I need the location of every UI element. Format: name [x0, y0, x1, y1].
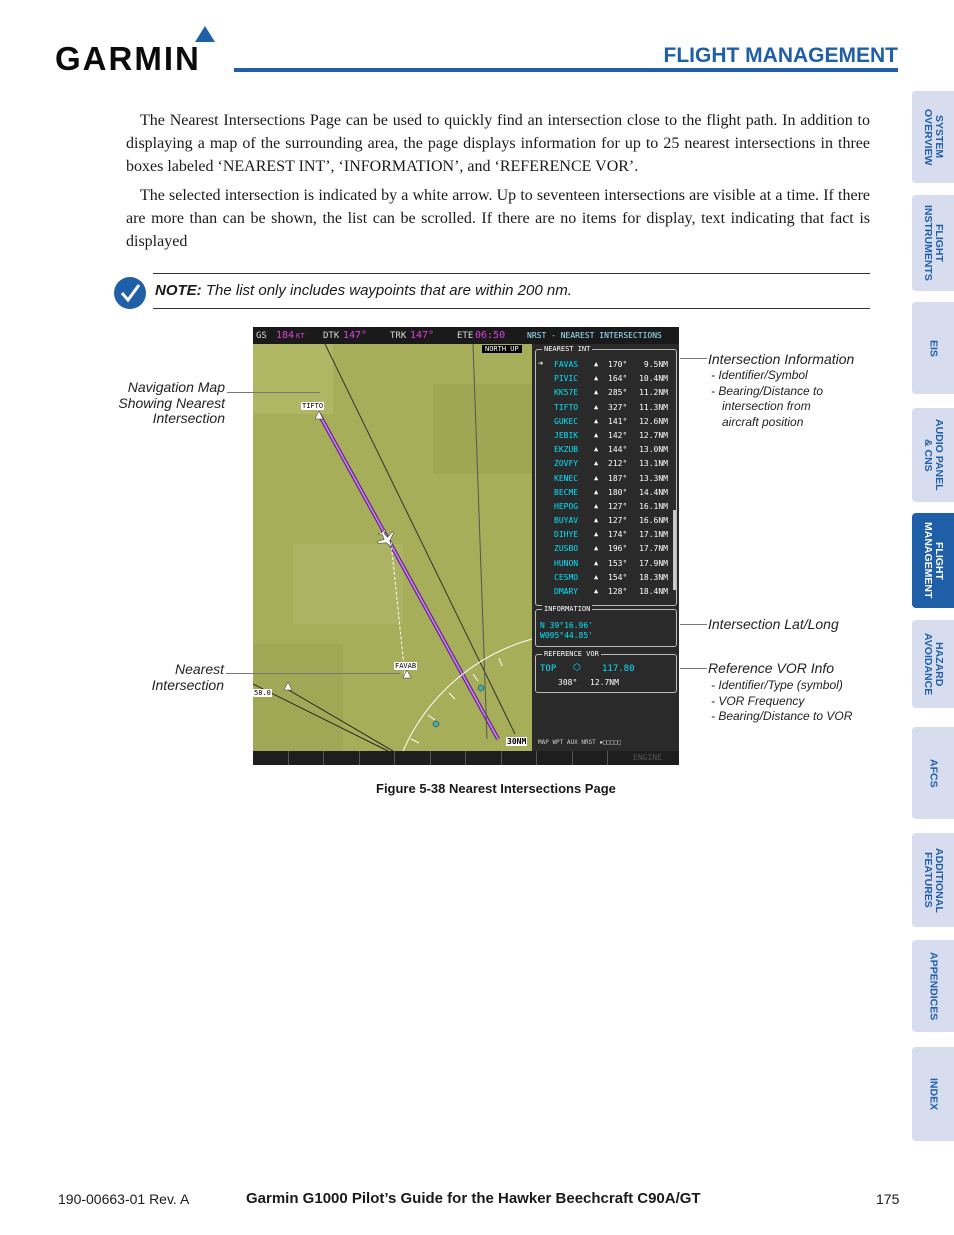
tab-label: HAZARD AVOIDANCE [922, 632, 945, 696]
intersection-symbol-icon: ▲ [594, 445, 599, 454]
note-label: NOTE: [155, 282, 202, 299]
intersection-bearing: 153° [608, 558, 628, 568]
tab-flight-management[interactable] [912, 513, 954, 608]
nav-status-bar [253, 327, 679, 344]
intersection-row[interactable] [538, 486, 674, 500]
paragraph-intro: The Nearest Intersections Page can be used to quickly find an intersection close to the flight path. In addition to displaying a map of the surrounding area, the page displays information for up to 25 nearest intersections in three boxes labeled ‘NEAREST INT’, ‘INFORMATION’, and ‘REFERENCE VOR’. [126, 112, 870, 175]
page-group-label: MAP WPT AUX NRST [538, 739, 596, 746]
vor-distance: 12.7NM [590, 678, 619, 687]
intersection-id: GUKEC [554, 416, 579, 426]
tab-eis[interactable] [912, 302, 954, 394]
intersection-bearing: 180° [608, 487, 628, 497]
header-rule [234, 68, 898, 72]
map-label-tifto: TIFTO [302, 402, 324, 410]
intersection-bearing: 285° [608, 388, 628, 398]
gs-label: GS [256, 331, 267, 341]
intersection-distance: 18.4NM [639, 587, 668, 596]
intersection-id: HUNON [554, 558, 579, 568]
intersection-bearing: 144° [608, 445, 628, 455]
intersection-bearing: 127° [608, 501, 628, 511]
callout-vor-info-sub [711, 678, 852, 725]
intersection-row[interactable] [538, 571, 674, 585]
tab-audio-panel-cns[interactable] [912, 408, 954, 502]
intersection-id: ZOVFY [554, 459, 579, 469]
intersection-row[interactable] [538, 443, 674, 457]
callout-int-info: Intersection Information [708, 351, 855, 367]
vor-info-sub-2: - VOR Frequency [711, 693, 805, 708]
lat-value: N 39°16.96' [540, 621, 593, 630]
doc-title: Garmin G1000 Pilot’s Guide for the Hawker Beechcraft C90A/GT [246, 1190, 701, 1207]
softkey-engine[interactable]: ENGINE [633, 753, 662, 762]
intersection-symbol-icon: ▲ [594, 360, 599, 368]
callout-nav-map: Navigation Map Showing Nearest Intersection [118, 379, 225, 426]
intersection-row[interactable] [538, 415, 674, 429]
note-text: The list only includes waypoints that are within 200 nm. [205, 282, 572, 299]
trk-value: 147° [410, 330, 435, 341]
tab-system-overview[interactable] [912, 91, 954, 183]
intersection-distance: 17.1NM [639, 530, 668, 540]
figure-caption: Figure 5-38 Nearest Intersections Page [376, 781, 616, 796]
intersection-distance: 12.6NM [639, 416, 668, 426]
intersection-row[interactable] [538, 542, 674, 556]
intersection-symbol-icon: ▲ [594, 501, 599, 510]
intersection-row[interactable] [538, 372, 674, 386]
intersection-row[interactable] [538, 401, 674, 415]
intersection-symbol-icon: ▲ [594, 473, 599, 482]
vor-symbol-icon: ⬡ [573, 663, 581, 673]
tab-label: AFCS [927, 758, 940, 788]
dtk-value: 147° [343, 330, 368, 341]
doc-number: 190-00663-01 Rev. A [58, 1191, 190, 1207]
intersection-distance: 12.7NM [639, 430, 668, 440]
intersection-id: BUYAV [554, 516, 579, 526]
intersection-distance: 13.1NM [639, 459, 668, 469]
intersection-bearing: 170° [608, 360, 628, 369]
intersection-row[interactable] [538, 585, 674, 599]
page-group: MAP WPT AUX NRST ▪□□□□□ [538, 739, 622, 746]
int-info-sub-1: - Identifier/Symbol [711, 368, 808, 382]
intersection-bearing: 128° [608, 587, 628, 596]
vor-info-sub-3: - Bearing/Distance to VOR [711, 709, 853, 723]
intersection-id: CESMO [554, 572, 579, 582]
intersection-symbol-icon: ▲ [594, 516, 599, 525]
intersection-bearing: 127° [608, 516, 628, 526]
intersection-bearing: 142° [608, 430, 628, 440]
callout-int-info-sub [711, 368, 823, 430]
tab-appendices[interactable] [912, 940, 954, 1032]
tab-label: APPENDICES [927, 951, 940, 1021]
ref-vor-title: REFERENCE VOR [544, 650, 599, 658]
intersection-symbol-icon: ▲ [594, 572, 599, 581]
tab-flight-instruments[interactable] [912, 195, 954, 291]
tab-additional-features[interactable] [912, 833, 954, 927]
intersection-distance: 11.2NM [639, 388, 668, 398]
intersection-distance: 14.4NM [639, 487, 668, 497]
intersection-id: JEBIK [554, 430, 579, 440]
intersection-row[interactable] [538, 500, 674, 514]
note-divider-bottom [153, 308, 870, 309]
map-orientation: NORTH UP [482, 345, 522, 353]
map-label-edge: 58.0 [254, 689, 271, 697]
softkey-bar [253, 751, 679, 765]
paragraph-selection: The selected intersection is indicated by a white arrow. Up to seventeen intersections are visible at a time. If there are more than can be shown, the list can be scrolled. If there are no items for display, text indicating that fact is displayed [126, 187, 870, 250]
intersection-symbol-icon: ▲ [594, 388, 599, 397]
intersection-row[interactable] [538, 557, 674, 571]
intersection-id: EKZUB [554, 445, 579, 455]
list-scrollbar[interactable] [673, 510, 676, 590]
section-title: FLIGHT MANAGEMENT [663, 44, 898, 67]
page-title: NRST - NEAREST INTERSECTIONS [527, 331, 662, 340]
tab-label: FLIGHT INSTRUMENTS [922, 205, 945, 281]
lon-value: W095°44.85' [540, 631, 593, 640]
intersection-row[interactable] [538, 386, 674, 400]
intersection-id: PIVIC [554, 374, 579, 384]
intersection-distance: 13.3NM [639, 473, 668, 483]
intersection-id: DIHYE [554, 530, 579, 540]
intersection-distance: 17.9NM [639, 558, 668, 568]
tab-index[interactable] [912, 1047, 954, 1141]
garmin-logo-text: GARMIN [55, 40, 201, 77]
intersection-symbol-icon: ▲ [594, 402, 599, 411]
vor-freq: 117.80 [602, 664, 635, 674]
tab-afcs[interactable] [912, 727, 954, 819]
intersection-row[interactable] [538, 429, 674, 443]
nearest-int-box [535, 345, 677, 606]
vor-id: TOP [540, 664, 557, 674]
intersection-bearing: 141° [608, 416, 628, 426]
intersection-distance: 11.3NM [639, 402, 668, 412]
trk-label: TRK [390, 331, 407, 341]
intersection-distance: 16.6NM [639, 516, 668, 526]
tab-label: ADDITIONAL FEATURES [922, 847, 945, 913]
intersection-distance: 9.5NM [643, 360, 668, 369]
intersection-distance: 13.0NM [639, 445, 668, 455]
intersection-id: HEPOG [554, 501, 579, 511]
intersection-bearing: 212° [608, 459, 628, 469]
vor-info-sub-1: - Identifier/Type (symbol) [711, 678, 843, 692]
tab-hazard-avoidance[interactable] [912, 620, 954, 708]
tab-label: AUDIO PANEL & CNS [922, 419, 945, 491]
intersection-distance: 17.7NM [639, 544, 668, 554]
intersection-bearing: 174° [608, 530, 628, 540]
nearest-int-title: NEAREST INT [544, 345, 591, 353]
intersection-distance: 16.1NM [639, 501, 668, 511]
gs-unit: KT [296, 332, 305, 340]
intersection-id: FAVAS [554, 360, 579, 369]
nearest-panel [532, 344, 679, 751]
vor-bearing: 308° [558, 678, 578, 687]
intersection-distance: 10.4NM [639, 374, 668, 384]
intersection-row[interactable] [538, 514, 674, 528]
tab-label: INDEX [927, 1077, 940, 1111]
intersection-symbol-icon: ▲ [594, 587, 599, 595]
intersection-symbol-icon: ▲ [594, 416, 599, 425]
ete-label: ETE [457, 331, 474, 341]
intersection-symbol-icon: ▲ [594, 487, 599, 496]
tab-label: EIS [927, 339, 940, 357]
intersection-id: KK57E [554, 388, 579, 398]
intersection-row[interactable] [538, 528, 674, 542]
gs-value: 184 [276, 330, 295, 341]
intersection-row[interactable] [538, 457, 674, 471]
intersection-id: KENEC [554, 473, 579, 483]
intersection-symbol-icon: ▲ [594, 459, 599, 468]
callout-nearest-int: Nearest Intersection [151, 661, 224, 693]
intersection-distance: 18.3NM [639, 572, 668, 582]
page-number: 175 [876, 1191, 900, 1207]
note-check-icon [113, 276, 147, 310]
intersection-symbol-icon: ▲ [594, 430, 599, 439]
information-title: INFORMATION [544, 605, 591, 613]
intersection-id: BECME [554, 487, 579, 497]
intersection-id: DMARY [554, 587, 579, 596]
map-range: 30NM [507, 737, 527, 746]
intersection-bearing: 327° [608, 402, 628, 412]
dtk-label: DTK [323, 331, 340, 341]
intersection-bearing: 154° [608, 572, 628, 582]
intersection-row[interactable] [538, 472, 674, 486]
reference-vor-box [535, 650, 677, 693]
intersection-bearing: 187° [608, 473, 628, 483]
tab-label: SYSTEM OVERVIEW [922, 108, 945, 166]
map-label-favab: FAVAB [395, 662, 417, 670]
note [155, 282, 572, 299]
intersection-symbol-icon: ▲ [594, 544, 599, 553]
int-info-sub-3: intersection from [722, 399, 811, 413]
callout-vor-info: Reference VOR Info [708, 660, 835, 676]
intersection-symbol-icon: ▲ [594, 374, 599, 383]
intersection-symbol-icon: ▲ [594, 558, 599, 567]
ete-value: 06:50 [475, 330, 506, 341]
intersection-id: ZUSBO [554, 544, 579, 554]
intersection-id: TIFTO [554, 402, 579, 412]
information-box [535, 605, 677, 647]
callout-lat-long: Intersection Lat/Long [708, 616, 839, 632]
tab-label: FLIGHT MANAGEMENT [922, 522, 945, 599]
int-info-sub-4: aircraft position [722, 414, 804, 429]
intersection-row[interactable] [538, 358, 674, 372]
int-info-sub-2: - Bearing/Distance to [711, 383, 824, 398]
intersection-bearing: 196° [608, 544, 628, 554]
intersection-symbol-icon: ▲ [594, 530, 599, 539]
selection-arrow-icon: ➔ [538, 359, 544, 369]
intersection-list [538, 358, 674, 599]
intersection-bearing: 164° [608, 374, 628, 384]
navigation-map [253, 344, 532, 751]
note-divider-top [153, 273, 870, 274]
